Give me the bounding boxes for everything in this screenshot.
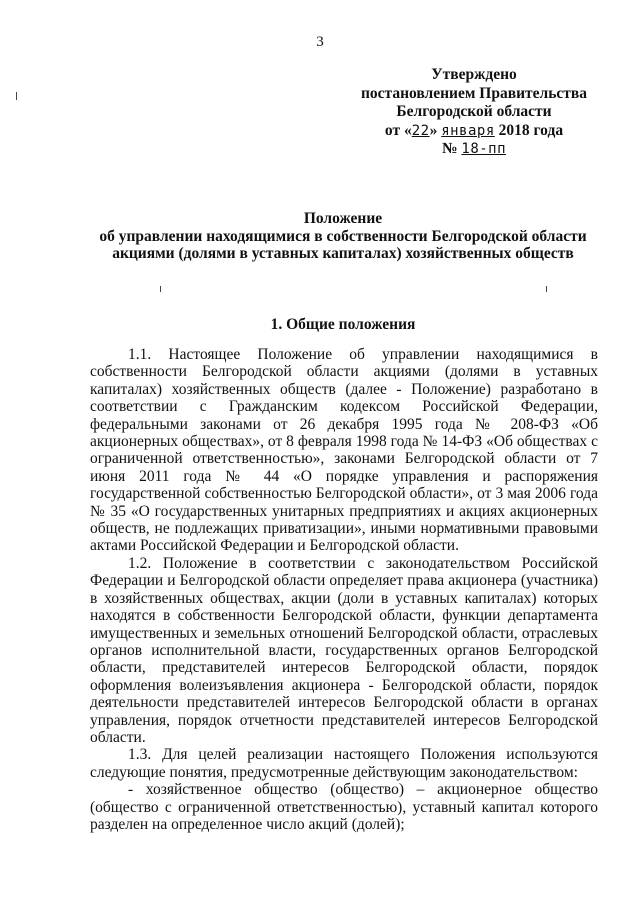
title-line-1: Положение [303, 210, 383, 227]
section-heading: 1. Общие положения [270, 316, 416, 333]
scan-mark [546, 286, 547, 292]
approval-line-3: Белгородской области [396, 103, 552, 120]
paragraph-1-1: 1.1. Настоящее Положение об управлении находящимися в собственности Белгородской области акциями (долями в уставных капиталах) хозяйственных обществ (далее - Положение) разработано в соответствии с Гражданским кодексом Российской Федерации, федеральными законами от 26 декабря 1995 года № 208-ФЗ «Об акционерных обществах», от 8 февраля 1998 года № 14-ФЗ «Об обществах с ограниченной ответственностью», законами Белгородской области от 7 июня 2011 года № 44 «О порядке управления и распоряжения государственной собственностью Белгородской области», от 3 мая 2006 года № 35 «О государственных унитарных предприятиях и акциях акционерных обществ, не подлежащих приватизации», иными нормативными правовыми актами Российской Федерации и Белгородской области. [90, 346, 598, 555]
approval-line-2: постановлением Правительства [360, 84, 588, 102]
number-value: 18-пп [461, 141, 507, 157]
approval-date [340, 122, 608, 141]
title-line-3: акциями (долями в уставных капиталах) хозяйственных обществ [112, 245, 574, 262]
date-year: 2018 года [498, 121, 564, 139]
paragraph-1-3-item-1: - хозяйственное общество (общество) – акционерное общество (общество с ограниченной ответственностью), уставный капитал которого разделен на определенное число акций (долей); [90, 781, 598, 833]
document-title [90, 210, 596, 263]
date-month: января [441, 122, 495, 139]
date-mid: » [429, 121, 438, 139]
section-body [90, 346, 598, 833]
paragraph-1-2: 1.2. Положение в соответствии с законодательством Российской Федерации и Белгородской области определяет права акционера (участника) в хозяйственных обществах, акции (доли в уставных капиталах) которых находятся в собственности Белгородской области, функции департамента имущественных и земельных отношений Белгородской области, отраслевых органов исполнительной власти, государственных органов Белгородской области, представителей интересов Белгородской области, порядок оформления волеизъявления акционера - Белгородской области, порядок деятельности представителей интересов Белгородской области в органах управления, порядок отчетности представителей интересов Белгородской области. [90, 554, 598, 746]
approval-block [340, 66, 608, 159]
scan-mark [16, 92, 17, 100]
scan-mark [160, 286, 161, 292]
title-line-2: об управлении находящимися в собственности Белгородской области [99, 227, 587, 245]
date-prefix: от « [384, 121, 412, 139]
number-prefix: № [441, 140, 458, 157]
page-number: 3 [316, 34, 324, 50]
paragraph-1-3: 1.3. Для целей реализации настоящего Положения используются следующие понятия, предусмотренные действующим законодательством: [90, 746, 598, 781]
date-day: 22 [411, 122, 430, 139]
approval-line-1: Утверждено [431, 66, 517, 83]
approval-number [340, 140, 608, 159]
